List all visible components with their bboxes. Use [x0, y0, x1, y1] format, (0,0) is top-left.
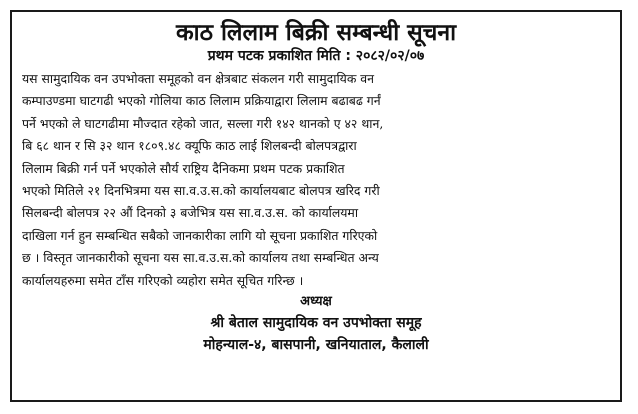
- body-line: सिलबन्दी बोलपत्र २२ औं दिनको ३ बजेभित्र यस सा.व.उ.स. को कार्यालयमा: [22, 205, 359, 221]
- notice-title: काठ लिलाम बिक्री सम्बन्धी सूचना: [175, 20, 457, 46]
- organization-name: श्री बेताल सामुदायिक वन उपभोक्ता समूह: [210, 315, 422, 332]
- notice-box: [10, 10, 622, 402]
- organization-address: मोहन्याल-४, बासपानी, खनियाताल, कैलाली: [203, 337, 429, 354]
- body-line: पर्ने भएको ले घाटगढीमा मौज्दात रहेको जात, सल्ला गरी १४२ थानको ए ४२ थान,: [22, 115, 384, 131]
- body-line: दाखिला गर्न हुन सम्बन्धित सबैको जानकारीका लागि यो सूचना प्रकाशित गरिएको: [22, 227, 378, 243]
- publish-date-line: प्रथम पटक प्रकाशित मिति : २०८२/०२/०७: [207, 48, 425, 64]
- body-line: भएको मितिले २१ दिनभित्रमा यस सा.व.उ.स.को कार्यालयबाट बोलपत्र खरिद गरी: [22, 183, 380, 199]
- notice-body: [22, 68, 610, 292]
- signatory-role: अध्यक्ष: [300, 294, 332, 310]
- body-line: कम्पाउण्डमा घाटगढी भएको गोलिया काठ लिलाम प्रक्रियाद्वारा लिलाम बढाबढ गर्नं: [22, 93, 381, 109]
- body-line: लिलाम बिक्री गर्न पर्ने भएकोले सौर्य राष्ट्रिय दैनिकमा प्रथम पटक प्रकाशित: [22, 160, 345, 176]
- body-line: बि ६८ थान र सि ३२ थान १८०९.४८ क्यूफि काठ लाई शिलबन्दी बोलपत्रद्वारा: [22, 138, 357, 154]
- body-line: कार्यालयहरुमा समेत टाँस गरिएको व्यहोरा समेत सूचित गरिन्छ ।: [22, 272, 304, 288]
- body-line: छ । विस्तृत जानकारीको सूचना यस सा.व.उ.स.को कार्यालय तथा सम्बन्धित अन्य: [22, 250, 379, 266]
- body-line: यस सामुदायिक वन उपभोक्ता समूहको वन क्षेत्रबाट संकलन गरी सामुदायिक वन: [22, 71, 375, 86]
